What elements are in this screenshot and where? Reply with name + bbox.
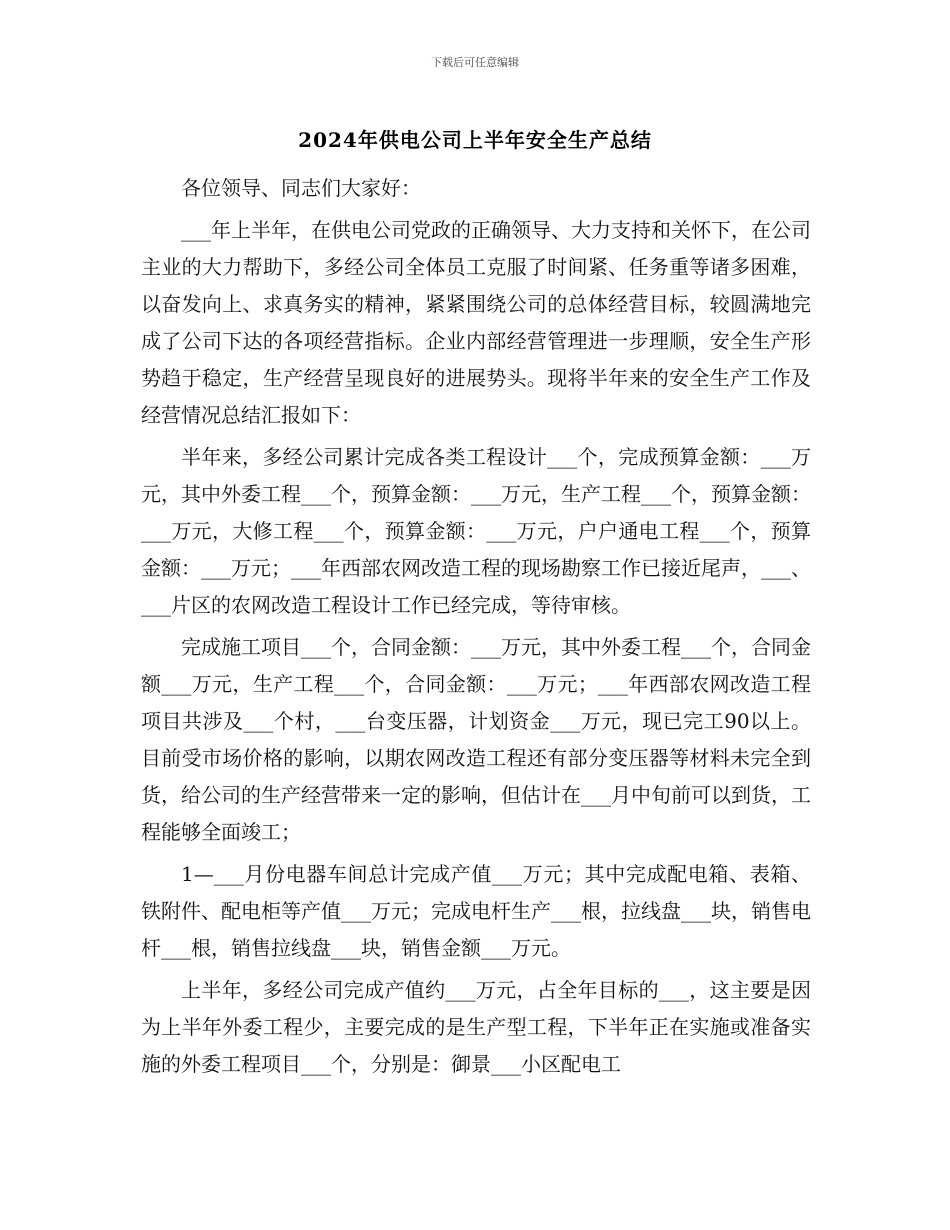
paragraph-construction: 完成施工项目___个，合同金额：___万元，其中外委工程___个，合同金额___万元，生产工程___个，合同金额：___万元；___年西部农网改造工程项目共涉及___个村，___台变压器，计划资金___万元，现已完工90以上。目前受市场价格的影响，以期农网改造工程还有部分变压器等材料未完全到货，给公司的生产经营带来一定的影响，但估计在___月中旬前可以到货，工程能够全面竣工；	[141, 635, 811, 844]
header-note: 下载后可任意编辑	[431, 56, 519, 69]
paragraph-output: 上半年，多经公司完成产值约___万元，占全年目标的___，这主要是因为上半年外委工程少，主要完成的是生产型工程，下半年正在实施或准备实施的外委工程项目___个，分别是：御景___小区配电工	[141, 978, 811, 1076]
paragraph-greeting: 各位领导、同志们大家好：	[181, 176, 421, 200]
document-title: 2024年供电公司上半年安全生产总结	[298, 128, 652, 152]
paragraph-intro: ___年上半年，在供电公司党政的正确领导、大力支持和关怀下，在公司主业的大力帮助下，多经公司全体员工克服了时间紧、任务重等诸多困难，以奋发向上、求真务实的精神，紧紧围绕公司的总体经营目标，较圆满地完成了公司下达的各项经营指标。企业内部经营管理进一步理顺，安全生产形势趋于稳定，生产经营呈现良好的进展势头。现将半年来的安全生产工作及经营情况总结汇报如下：	[141, 218, 811, 427]
document-body	[141, 170, 811, 1088]
paragraph-workshop: 1—___月份电器车间总计完成产值___万元；其中完成配电箱、表箱、铁附件、配电柜等产值___万元；完成电杆生产___根，拉线盘___块，销售电杆___根，销售拉线盘___块，销售金额___万元。	[141, 862, 811, 960]
paragraph-design: 半年来，多经公司累计完成各类工程设计___个，完成预算金额：___万元，其中外委工程___个，预算金额：___万元，生产工程___个，预算金额：___万元，大修工程___个，预算金额：___万元，户户通电工程___个，预算金额：___万元；___年西部农网改造工程的现场勘察工作已接近尾声，___、___片区的农网改造工程设计工作已经完成，等待审核。	[141, 445, 811, 617]
